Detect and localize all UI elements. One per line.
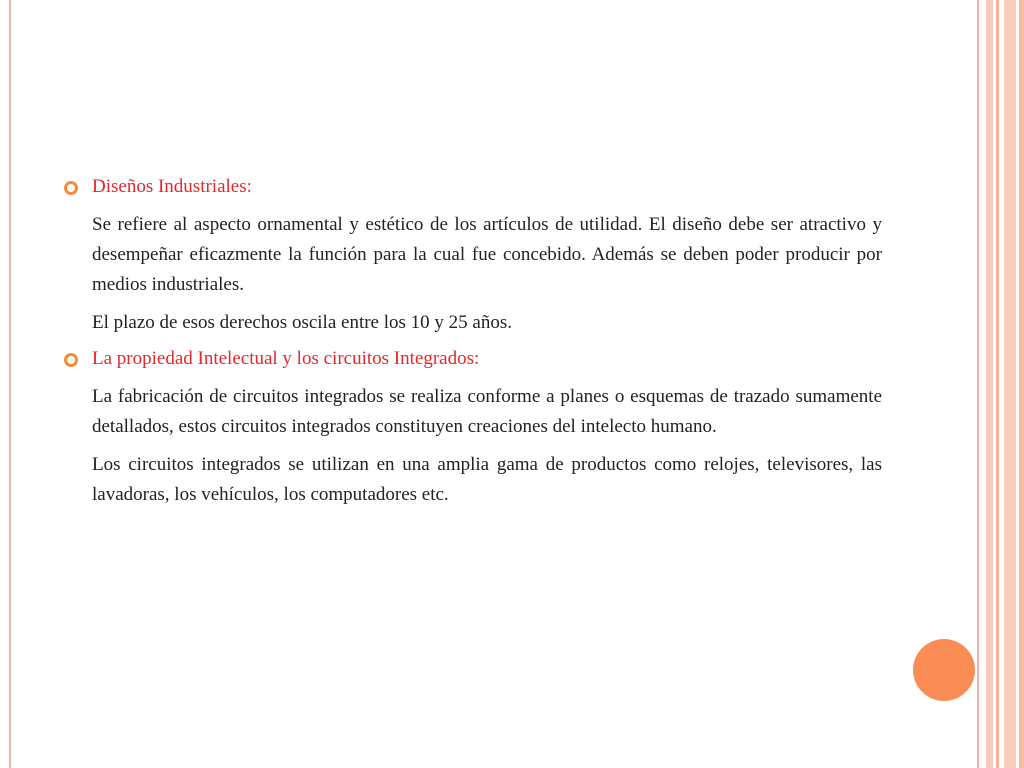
decorative-circle [913,639,975,701]
paragraph: Se refiere al aspecto ornamental y estético de los artículos de utilidad. El diseño debe ser atractivo y desempeñar eficazmente la función para la cual fue concebido. Además se deben poder producir por medios industriales. [92,214,882,295]
right-decorative-band [1004,0,1016,768]
paragraph: La fabricación de circuitos integrados se realiza conforme a planes o esquemas de trazado sumamente detallados, estos circuitos integrados constituyen creaciones del intelecto humano. [92,386,882,437]
right-decorative-band [996,0,999,768]
slide-content [62,172,882,510]
left-border-line [9,0,11,768]
section-heading: Diseños Industriales: [92,176,252,197]
paragraph: El plazo de esos derechos oscila entre los 10 y 25 años. [92,312,512,333]
bullet-item-disenos [62,172,882,202]
right-decorative-band [977,0,979,768]
right-decorative-band [1019,0,1024,768]
bullet-item-circuitos [62,344,882,374]
paragraph: Los circuitos integrados se utilizan en una amplia gama de productos como relojes, televisores, las lavadoras, los vehículos, los computadores etc. [92,454,882,505]
section-heading: La propiedad Intelectual y los circuitos Integrados: [92,348,480,369]
circle-bullet-icon [64,181,78,195]
circle-bullet-icon [64,353,78,367]
right-decorative-band [986,0,993,768]
